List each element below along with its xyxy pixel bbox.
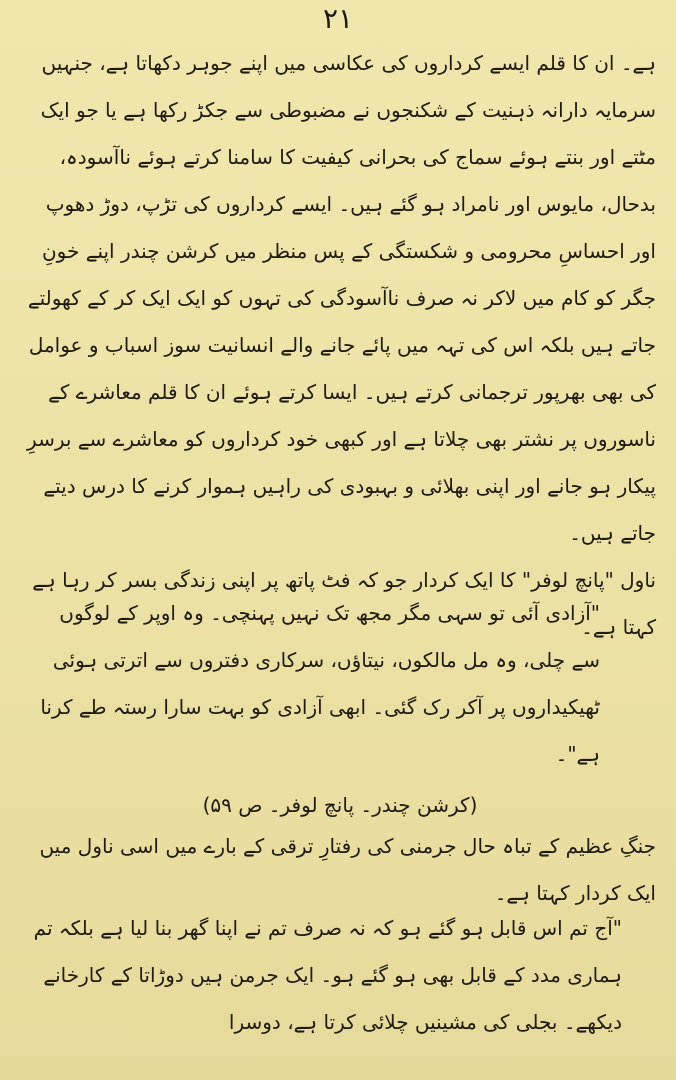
quotation-1 xyxy=(40,590,600,778)
paragraph-1: ہے۔ ان کا قلم ایسے کرداروں کی عکاسی میں اپنے جوہر دکھاتا ہے، جنہیں سرمایہ دارانہ ذہنیت کے شکنجوں نے مضبوطی سے جکڑ رکھا ہے یا جو ایک مٹتے اور بنتے ہوئے سماج کی بحرانی کیفیت کا سامنا کرتے ہوئے ناآسودہ، بدحال، مایوس اور نامراد ہو گئے ہیں۔ ایسے کرداروں کی تڑپ، دوڑ دھوپ اور احساسِ محرومی و شکستگی کے پس منظر میں کرشن چندر اپنے خونِ جگر کو کام میں لاکر نہ صرف ناآسودگی کی تہوں کو ایک ایک کر کے کھولتے جاتے ہیں بلکہ اس کی تہہ میں پائے جانے والے انسانیت سوز اسباب و عوامل کی بھی بھرپور ترجمانی کرتے ہیں۔ ایسا کرتے ہوئے ان کا قلم معاشرے کے ناسوروں پر نشتر بھی چلاتا ہے اور کبھی خود کرداروں کو معاشرے سے برسرِ پیکار ہو جانے اور اپنی بھلائی و بہبودی کی راہیں ہموار کرنے کا درس دیتے جاتے ہیں۔ xyxy=(27,51,656,545)
citation-1: (کرشن چندر۔ پانچ لوفر۔ ص ۵۹) xyxy=(202,793,478,817)
quote-1-text: "آزادی آئی تو سہی مگر مجھ تک نہیں پہنچی۔ وہ اوپر کے لوگوں سے چلی، وہ مل مالکوں، نیتاؤں، سرکاری دفتروں سے اترتی ہوئی ٹھیکیداروں پر آکر رک گئی۔ ابھی آزادی کو بہت سارا رستہ طے کرنا ہے"۔ xyxy=(40,601,600,766)
quotation-2 xyxy=(22,905,622,1046)
secondary-body-text xyxy=(22,823,656,917)
page-number: ۲۱ xyxy=(322,2,354,35)
paragraph-3: جنگِ عظیم کے تباہ حال جرمنی کی رفتارِ ترقی کے بارے میں اسی ناول میں ایک کردار کہتا ہے۔ xyxy=(39,834,656,905)
quote-2-text: "آج تم اس قابل ہو گئے ہو کہ نہ صرف تم نے اپنا گھر بنا لیا ہے بلکہ تم ہماری مدد کے قابل بھی ہو گئے ہو۔ ایک جرمن ہیں دوڑاتا کے کارخانے دیکھے۔ بجلی کی مشینیں چلائی کرتا ہے، دوسرا xyxy=(33,916,622,1034)
main-body-text xyxy=(22,40,656,651)
paragraph-2: ناول "پانچ لوفر" کا ایک کردار جو کہ فٹ پاتھ پر اپنی زندگی بسر کر رہا ہے کہتا ہے۔ xyxy=(32,568,656,639)
